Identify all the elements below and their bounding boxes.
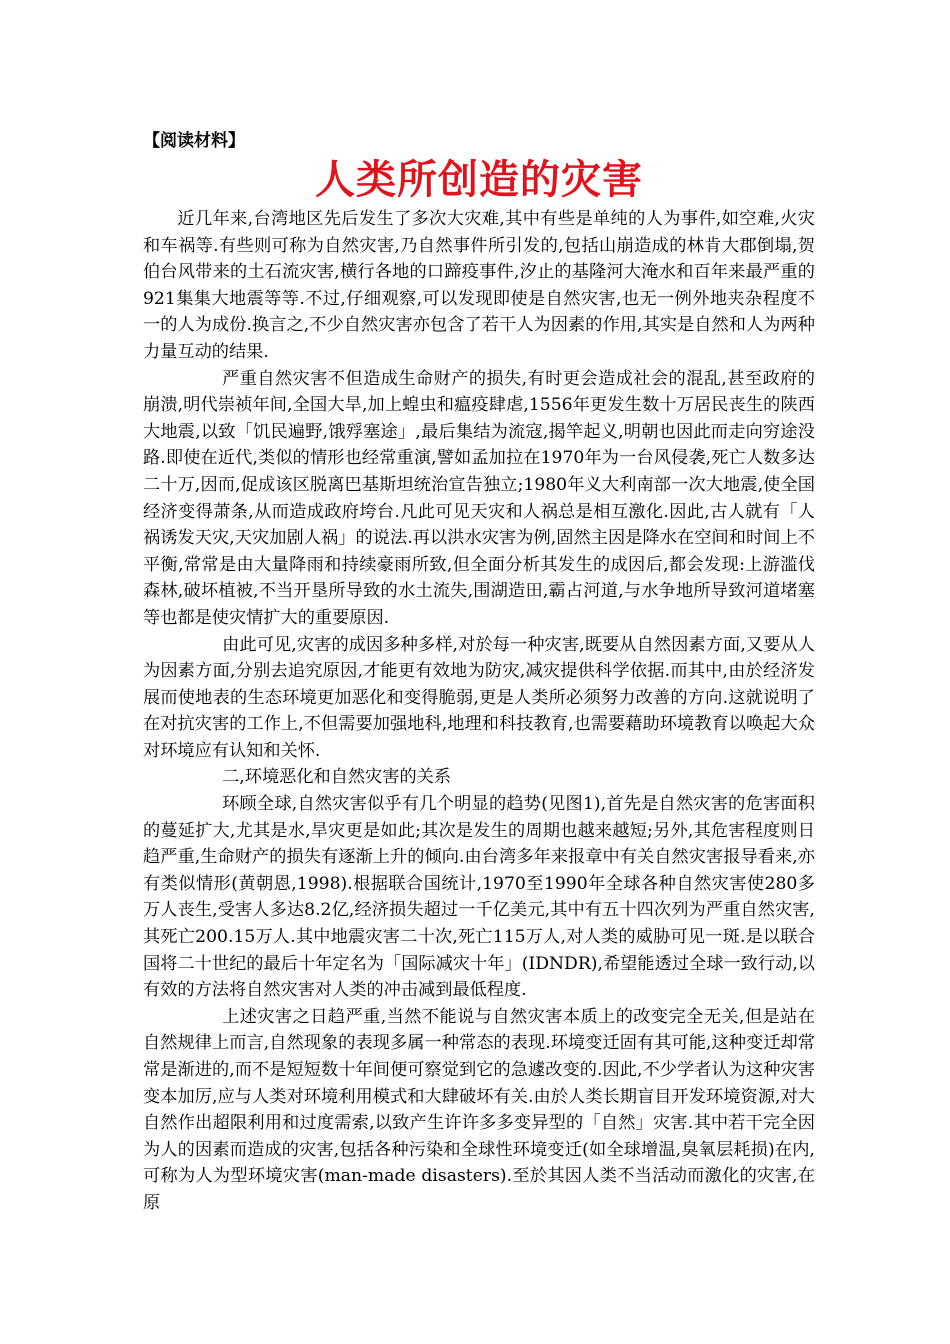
section-label: 【阅读材料】 xyxy=(143,131,245,151)
section-heading: 二,环境恶化和自然灾害的关系 xyxy=(222,767,452,788)
paragraph-1: 近几年来,台湾地区先后发生了多次大灾难,其中有些是单纯的人为事件,如空难,火灾和车祸等.有些则可称为自然灾害,乃自然事件所引发的,包括山崩造成的林肯大郡倒塌,贺伯台风带来的土石流灾害,横行各地的口蹄疫事件,汐止的基隆河大淹水和百年来最严重的921集集大地震等等.不过,仔细观察,可以发现即使是自然灾害,也无一例外地夹杂程度不一的人为成份.换言之,不少自然灾害亦包含了若干人为因素的作用,其实是自然和人为两种力量互动的结果. xyxy=(143,209,815,362)
paragraph-5: 上述灾害之日趋严重,当然不能说与自然灾害本质上的改变完全无关,但是站在自然规律上而言,自然现象的表现多属一种常态的表现.环境变迁固有其可能,这种变迁却常常是渐进的,而不是短短数十年间便可察觉到它的急遽改变的.因此,不少学者认为这种灾害变本加厉,应与人类对环境利用模式和大肆破坏有关.由於人类长期盲目开发环境资源,对大自然作出超限利用和过度需索,以致产生许许多多变异型的「自然」灾害.其中若干完全因为人的因素而造成的灾害,包括各种污染和全球性环境变迁(如全球增温,臭氧层耗损)在内,可称为人为型环境灾害(man-made disasters).至於其因人类不当活动而激化的灾害,在原 xyxy=(143,1006,815,1213)
document-title: 人类所创造的灾害 xyxy=(315,156,643,203)
paragraph-2: 严重自然灾害不但造成生命财产的损失,有时更会造成社会的混乱,甚至政府的崩溃,明代崇祯年间,全国大旱,加上蝗虫和瘟疫肆虐,1556年更发生数十万居民丧生的陕西大地震,以致「饥民遍野,饿殍塞途」,最后集结为流寇,揭竿起义,明朝也因此而走向穷途没路.即使在近代,类似的情形也经常重演,譬如孟加拉在1970年为一台风侵袭,死亡人数多达二十万,因而,促成该区脱离巴基斯坦统治宣告独立;1980年义大利南部一次大地震,使全国经济变得萧条,从而造成政府垮台.凡此可见天灾和人祸总是相互激化.因此,古人就有「人祸诱发天灾,天灾加剧人祸」的说法.再以洪水灾害为例,固然主因是降水在空间和时间上不平衡,常常是由大量降雨和持续豪雨所致,但全面分析其发生的成因后,都会发现:上游滥伐森林,破坏植被,不当开垦所导致的水土流失,围湖造田,霸占河道,与水争地所导致河道堵塞等也都是使灾情扩大的重要原因. xyxy=(143,368,815,628)
paragraph-4: 环顾全球,自然灾害似乎有几个明显的趋势(见图1),首先是自然灾害的危害面积的蔓延扩大,尤其是水,旱灾更是如此;其次是发生的周期也越来越短;另外,其危害程度则日趋严重,生命财产的损失有逐渐上升的倾向.由台湾多年来报章中有关自然灾害报导看来,亦有类似情形(黄朝恩,1998).根据联合国统计,1970至1990年全球各种自然灾害使280多万人丧生,受害人多达8.2亿,经济损失超过一千亿美元,其中有五十四次列为严重自然灾害,其死亡200.15万人.其中地震灾害二十次,死亡115万人,对人类的威胁可见一斑.是以联合国将二十世纪的最后十年定名为「国际减灾十年」(IDNDR),希望能透过全球一致行动,以有效的方法将自然灾害对人类的冲击减到最低程度. xyxy=(143,794,815,1001)
document-page xyxy=(143,128,815,1217)
paragraph-3: 由此可见,灾害的成因多种多样,对於每一种灾害,既要从自然因素方面,又要从人为因素方面,分别去追究原因,才能更有效地为防灾,减灾提供科学依据.而其中,由於经济发展而使地表的生态环境更加恶化和变得脆弱,更是人类所必须努力改善的方向.这就说明了在对抗灾害的工作上,不但需要加强地科,地理和科技教育,也需要藉助环境教育以唤起大众对环境应有认知和关怀. xyxy=(143,634,815,761)
